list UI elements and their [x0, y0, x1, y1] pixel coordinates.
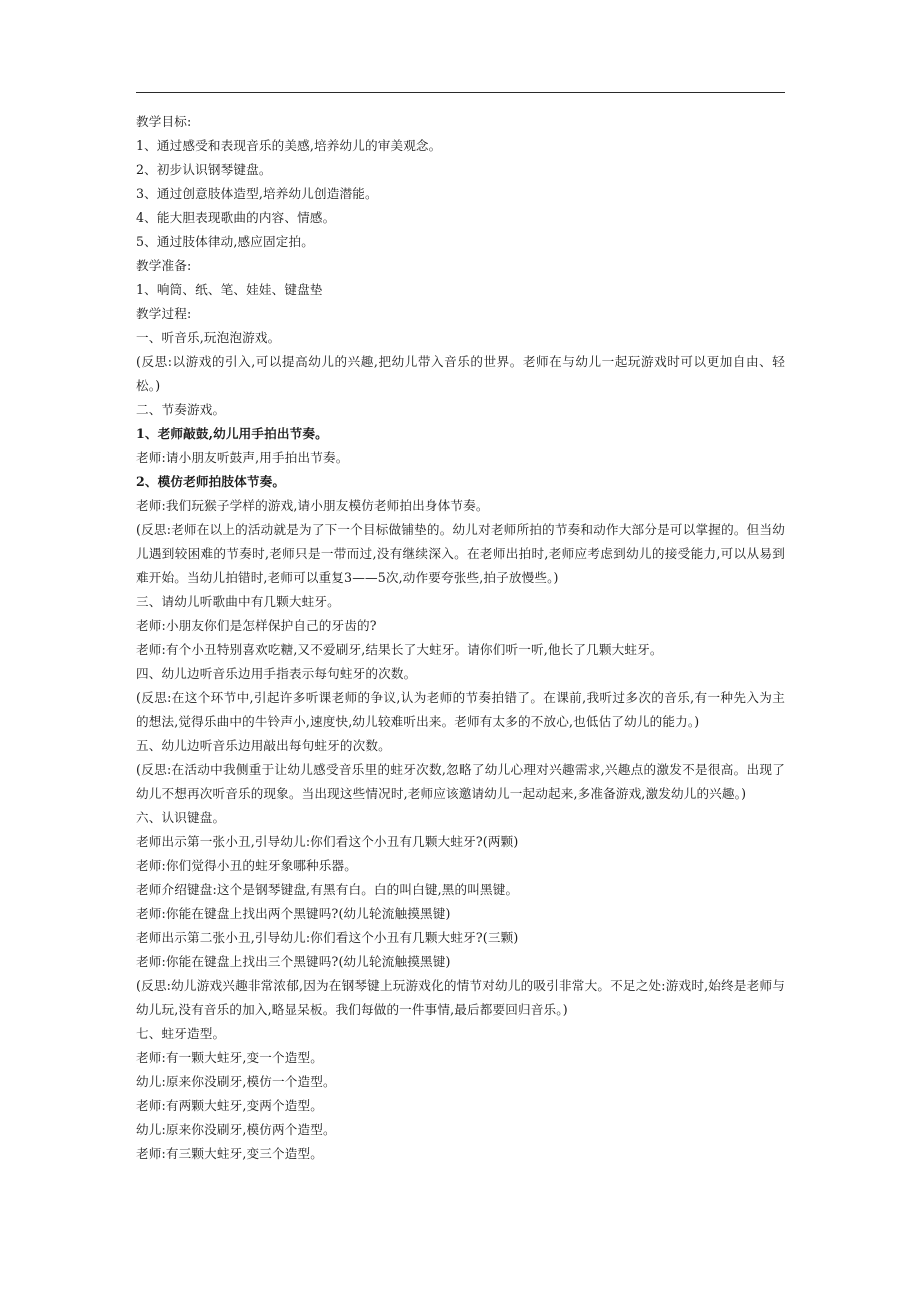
- document-paragraph: (反思:在活动中我侧重于让幼儿感受音乐里的蛀牙次数,忽略了幼儿心理对兴趣需求,兴趣点的激发不是很高。出现了幼儿不想再次听音乐的现象。当出现这些情况时,老师应该邀请幼儿一起动起来,多准备游戏,激发幼儿的兴趣。): [136, 762, 785, 801]
- document-paragraph: 七、蛀牙造型。: [136, 1026, 226, 1041]
- document-paragraph: 老师:请小朋友听鼓声,用手拍出节奏。: [136, 450, 349, 465]
- document-paragraph: 老师:有三颗大蛀牙,变三个造型。: [136, 1146, 323, 1161]
- document-paragraph: 老师出示第一张小丑,引导幼儿:你们看这个小丑有几颗大蛀牙?(两颗): [136, 834, 519, 849]
- document-body: [136, 110, 785, 1166]
- document-paragraph: 五、幼儿边听音乐边用敲出每句蛀牙的次数。: [136, 738, 391, 753]
- document-paragraph: (反思:在这个环节中,引起许多听课老师的争议,认为老师的节奏拍错了。在课前,我听过多次的音乐,有一种先入为主的想法,觉得乐曲中的牛铃声小,速度快,幼儿较难听出来。老师有太多的不放心,也低估了幼儿的能力。): [136, 690, 785, 729]
- document-paragraph: 四、幼儿边听音乐边用手指表示每句蛀牙的次数。: [136, 666, 417, 681]
- document-paragraph: 二、节奏游戏。: [136, 402, 226, 417]
- header-divider: [136, 92, 785, 93]
- document-paragraph: 老师:有一颗大蛀牙,变一个造型。: [136, 1050, 323, 1065]
- document-paragraph: 2、初步认识钢琴键盘。: [136, 162, 272, 177]
- document-paragraph: 1、老师敲鼓,幼儿用手拍出节奏。: [136, 426, 328, 441]
- document-paragraph: 3、通过创意肢体造型,培养幼儿创造潜能。: [136, 186, 378, 201]
- document-paragraph: 老师:你能在键盘上找出两个黑键吗?(幼儿轮流触摸黑键): [136, 906, 451, 921]
- document-paragraph: 老师:小朋友你们是怎样保护自己的牙齿的?: [136, 618, 377, 633]
- document-paragraph: 六、认识键盘。: [136, 810, 226, 825]
- document-paragraph: 4、能大胆表现歌曲的内容、情感。: [136, 210, 336, 225]
- document-paragraph: 教学准备:: [136, 258, 192, 273]
- document-paragraph: (反思:幼儿游戏兴趣非常浓郁,因为在钢琴键上玩游戏化的情节对幼儿的吸引非常大。不足之处:游戏时,始终是老师与幼儿玩,没有音乐的加入,略显呆板。我们每做的一件事情,最后都要回归音乐。): [136, 978, 785, 1017]
- document-paragraph: 5、通过肢体律动,感应固定拍。: [136, 234, 314, 249]
- document-paragraph: 老师:我们玩猴子学样的游戏,请小朋友模仿老师拍出身体节奏。: [136, 498, 489, 513]
- document-paragraph: 老师:你能在键盘上找出三个黑键吗?(幼儿轮流触摸黑键): [136, 954, 451, 969]
- document-paragraph: 1、通过感受和表现音乐的美感,培养幼儿的审美观念。: [136, 138, 442, 153]
- document-paragraph: (反思:以游戏的引入,可以提高幼儿的兴趣,把幼儿带入音乐的世界。老师在与幼儿一起玩游戏时可以更加自由、轻松。): [136, 354, 785, 393]
- document-paragraph: 教学过程:: [136, 306, 192, 321]
- document-paragraph: 一、听音乐,玩泡泡游戏。: [136, 330, 281, 345]
- document-paragraph: (反思:老师在以上的活动就是为了下一个目标做铺垫的。幼儿对老师所拍的节奏和动作大部分是可以掌握的。但当幼儿遇到较困难的节奏时,老师只是一带而过,没有继续深入。在老师出拍时,老师应考虑到幼儿的接受能力,可以从易到难开始。当幼儿拍错时,老师可以重复3——5次,动作要夸张些,拍子放慢些。): [136, 522, 785, 585]
- document-paragraph: 幼儿:原来你没刷牙,模仿两个造型。: [136, 1122, 336, 1137]
- document-paragraph: 教学目标:: [136, 114, 192, 129]
- document-paragraph: 老师:有两颗大蛀牙,变两个造型。: [136, 1098, 323, 1113]
- document-paragraph: 幼儿:原来你没刷牙,模仿一个造型。: [136, 1074, 336, 1089]
- document-paragraph: 老师:有个小丑特别喜欢吃糖,又不爱刷牙,结果长了大蛀牙。请你们听一听,他长了几颗大蛀牙。: [136, 642, 663, 657]
- document-paragraph: 老师:你们觉得小丑的蛀牙象哪种乐器。: [136, 858, 358, 873]
- document-paragraph: 1、响筒、纸、笔、娃娃、键盘垫: [136, 282, 323, 297]
- document-paragraph: 老师介绍键盘:这个是钢琴键盘,有黑有白。白的叫白键,黑的叫黑键。: [136, 882, 519, 897]
- document-paragraph: 三、请幼儿听歌曲中有几颗大蛀牙。: [136, 594, 340, 609]
- document-paragraph: 老师出示第二张小丑,引导幼儿:你们看这个小丑有几颗大蛀牙?(三颗): [136, 930, 519, 945]
- document-paragraph: 2、模仿老师拍肢体节奏。: [136, 474, 286, 489]
